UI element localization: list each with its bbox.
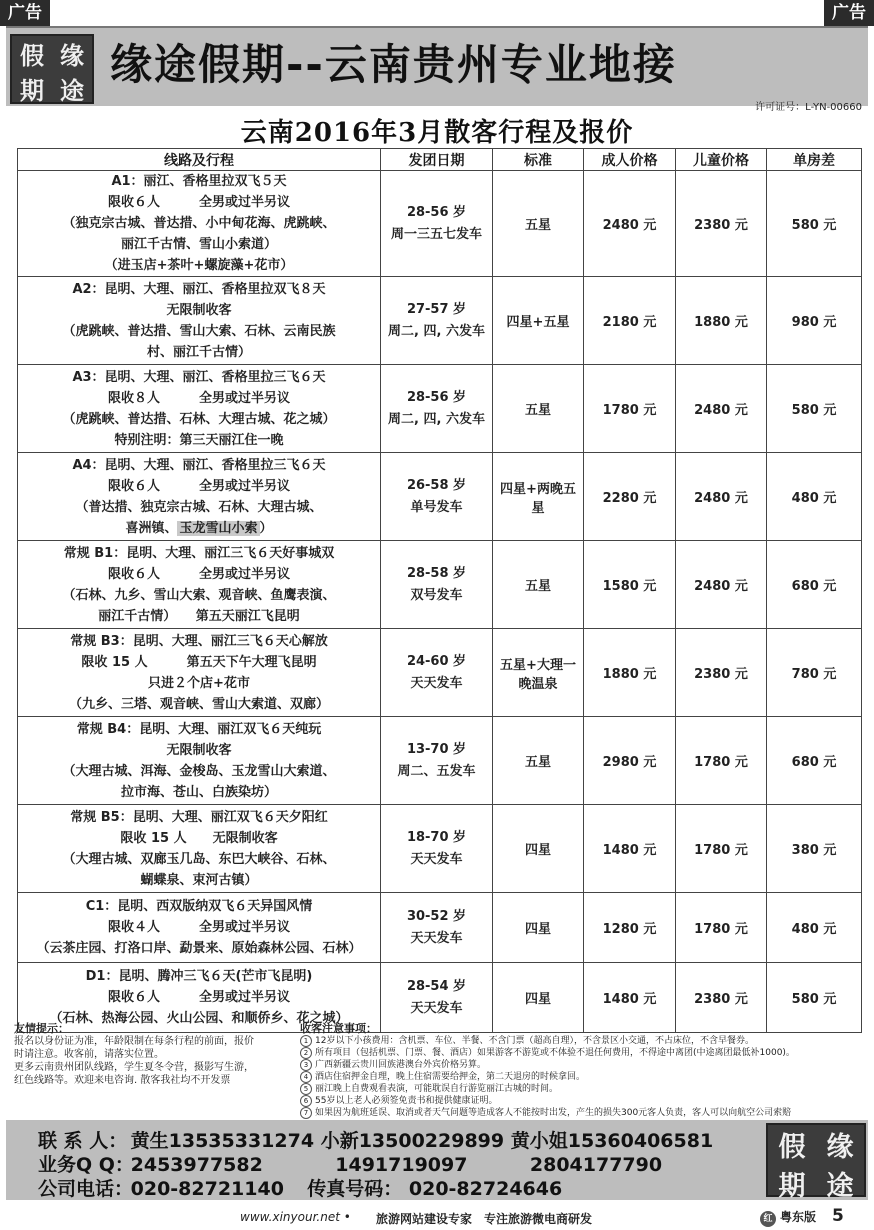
route-line: 拉市海、苍山、白族染坊） <box>120 784 277 800</box>
adult-price: 1280 元 <box>584 893 676 963</box>
friendly-tips <box>14 1022 300 1087</box>
standard-cell: 五星 <box>493 541 584 629</box>
contact-person: 小新13500229899 <box>320 1130 505 1152</box>
standard-cell: 五星 <box>493 171 584 277</box>
age-range: 28-56 岁 <box>406 389 467 405</box>
child-price: 2480 元 <box>676 541 767 629</box>
contact-label: 联 系 人： <box>38 1130 128 1152</box>
depart-cell <box>381 277 493 365</box>
table-row <box>18 277 862 365</box>
schedule: 单号发车 <box>410 499 463 515</box>
edition-label <box>760 1208 816 1227</box>
notice-item <box>300 1083 860 1095</box>
schedule: 周二、五发车 <box>397 763 476 779</box>
route-text: 喜洲镇、 <box>125 520 178 536</box>
license-number: 许可证号：L-YN-00660 <box>755 102 862 113</box>
table-header-row <box>18 149 862 171</box>
adult-price: 2180 元 <box>584 277 676 365</box>
adult-price: 1580 元 <box>584 541 676 629</box>
standard-cell: 四星 <box>493 805 584 893</box>
route-line: （普达措、独克宗古城、石林、大理古城、 <box>75 499 323 515</box>
notice-item <box>300 1095 860 1107</box>
age-range: 28-58 岁 <box>406 565 467 581</box>
adult-price: 1780 元 <box>584 365 676 453</box>
route-line <box>20 518 378 539</box>
single-supplement: 580 元 <box>767 171 862 277</box>
notice-item <box>300 1071 860 1083</box>
contact-banner <box>6 1120 868 1200</box>
single-supplement: 480 元 <box>767 893 862 963</box>
qq-number: 2453977582 <box>130 1154 263 1176</box>
child-price: 2380 元 <box>676 629 767 717</box>
route-line: 蝴蝶泉、束河古镇） <box>140 872 258 888</box>
child-price: 2480 元 <box>676 453 767 541</box>
table-row <box>18 893 862 963</box>
qq-number: 1491719097 <box>335 1154 468 1176</box>
item-number: 2 <box>300 1047 312 1059</box>
route-line: （虎跳峡、普达措、雪山大索、石林、云南民族 <box>62 323 336 339</box>
footer <box>0 1208 874 1230</box>
adult-price: 1880 元 <box>584 629 676 717</box>
standard-cell: 五星 <box>493 365 584 453</box>
standard-cell: 五星+大理一晚温泉 <box>493 629 584 717</box>
route-line: A3：昆明、大理、丽江、香格里拉三飞６天 <box>72 369 326 385</box>
table-row <box>18 805 862 893</box>
single-supplement: 580 元 <box>767 365 862 453</box>
schedule: 周二, 四, 六发车 <box>388 411 485 427</box>
child-price: 2380 元 <box>676 171 767 277</box>
tour-price-table <box>17 148 862 1033</box>
single-supplement: 480 元 <box>767 453 862 541</box>
route-line: 无限制收客 <box>166 302 232 318</box>
child-price: 2480 元 <box>676 365 767 453</box>
notice-item <box>300 1059 860 1071</box>
table-row <box>18 171 862 277</box>
route-line: 限收６人 全男或过半另议 <box>107 566 290 582</box>
route-line: 无限制收客 <box>166 742 232 758</box>
route-cell <box>18 541 381 629</box>
qq-number: 2804177790 <box>529 1154 663 1176</box>
standard-cell: 五星 <box>493 717 584 805</box>
route-line: 村、丽江千古情） <box>146 344 251 360</box>
child-price: 2380 元 <box>676 963 767 1033</box>
route-line: 限收 15 人 无限制收客 <box>120 830 278 846</box>
logo-char: 途 <box>826 1171 854 1202</box>
route-line: 丽江千古情、雪山小索道） <box>120 237 277 252</box>
route-line: 限收６人 全男或过半另议 <box>107 195 290 210</box>
ad-tag-left: 广告 <box>0 0 50 26</box>
depart-cell <box>381 453 493 541</box>
schedule: 周一三五七发车 <box>390 226 482 242</box>
notice-text: 55岁以上老人必须签免责书和提供健康证明。 <box>315 1096 498 1106</box>
tips-title: 友情提示： <box>14 1022 69 1035</box>
notice-item <box>300 1047 860 1059</box>
route-line: 限收４人 全男或过半另议 <box>107 920 290 935</box>
schedule: 天天发车 <box>410 851 463 867</box>
depart-cell <box>381 541 493 629</box>
contact-people <box>38 1126 713 1153</box>
logo-char: 缘 <box>60 41 84 70</box>
age-range: 26-58 岁 <box>406 477 467 493</box>
table-row <box>18 629 862 717</box>
child-price: 1880 元 <box>676 277 767 365</box>
logo-char: 假 <box>20 41 44 70</box>
phone-label: 公司电话： <box>38 1178 134 1200</box>
depart-cell <box>381 365 493 453</box>
notice-text: 酒店住宿押金自理，晚上住宿需要给押金，第二天退房的时候拿回。 <box>315 1072 586 1082</box>
page-title: 缘途假期--云南贵州专业地接 <box>110 40 677 89</box>
table-row <box>18 453 862 541</box>
depart-cell <box>381 629 493 717</box>
booking-notice <box>300 1022 860 1119</box>
notice-title: 收客注意事项： <box>300 1022 377 1035</box>
header-single: 单房差 <box>767 149 862 171</box>
route-line: 限收６人 全男或过半另议 <box>107 990 290 1005</box>
route-line: （虎跳峡、普达措、石林、大理古城、花之城） <box>62 411 336 427</box>
standard-cell: 四星+两晚五星 <box>493 453 584 541</box>
item-number: 3 <box>300 1059 312 1071</box>
table-row <box>18 365 862 453</box>
route-line: （石林、热海公园、火山公园、和顺侨乡、花之城） <box>49 1011 349 1026</box>
footer-slogan: 旅游网站建设专家 专注旅游微电商研发 <box>376 1212 593 1226</box>
route-line: D1：昆明、腾冲三飞６天(芒市飞昆明) <box>85 969 313 984</box>
route-line: 常规 B4：昆明、大理、丽江双飞６天纯玩 <box>76 721 322 737</box>
header-child: 儿童价格 <box>676 149 767 171</box>
adult-price: 2980 元 <box>584 717 676 805</box>
route-line: （九乡、三塔、观音峡、雪山大索道、双廊） <box>68 696 329 712</box>
adult-price: 1480 元 <box>584 805 676 893</box>
route-line: （进玉店+茶叶+螺旋藻+花市） <box>104 258 294 273</box>
logo-char: 期 <box>20 76 44 105</box>
route-cell <box>18 893 381 963</box>
route-cell <box>18 453 381 541</box>
route-cell <box>18 277 381 365</box>
edition-name: 粤东版 <box>780 1210 817 1224</box>
fax-number: 020-82724646 <box>408 1178 563 1200</box>
contact-person: 黄生13535331274 <box>130 1130 315 1152</box>
route-line: （云茶庄园、打洛口岸、勐景来、原始森林公园、石林） <box>36 941 362 956</box>
adult-price: 1480 元 <box>584 963 676 1033</box>
brand-logo <box>766 1123 866 1202</box>
single-supplement: 980 元 <box>767 277 862 365</box>
tips-line: 更多云南贵州团队线路，学生夏冬令营，摄影写生游， <box>14 1062 254 1073</box>
adult-price: 2480 元 <box>584 171 676 277</box>
route-line: 常规 B1：昆明、大理、丽江三飞６天好事城双 <box>63 545 335 561</box>
route-line: 特别注明：第三天丽江住一晚 <box>114 432 284 448</box>
route-cell <box>18 629 381 717</box>
phone-number: 020-82721140 <box>130 1178 284 1200</box>
route-cell <box>18 365 381 453</box>
itinerary-subtitle: 云南2016年3月散客行程及报价 <box>240 118 634 148</box>
fax-label: 传真号码： <box>307 1178 403 1200</box>
route-line: （石林、九乡、雪山大索、观音峡、鱼鹰表演、 <box>62 587 336 603</box>
schedule: 天天发车 <box>410 675 463 691</box>
route-cell <box>18 805 381 893</box>
notice-text: 所有项目（包括机票、门票、餐、酒店）如果游客不游览或不体验不退任何费用，不得途中离团(中途离团最低补1000)。 <box>315 1048 795 1058</box>
item-number: 4 <box>300 1071 312 1083</box>
route-line: A1：丽江、香格里拉双飞５天 <box>111 174 287 189</box>
item-number: 1 <box>300 1035 312 1047</box>
route-line: A2：昆明、大理、丽江、香格里拉双飞８天 <box>72 281 326 297</box>
age-range: 28-56 岁 <box>406 204 467 220</box>
logo-char: 缘 <box>826 1132 854 1163</box>
route-line: 常规 B5：昆明、大理、丽江双飞６天夕阳红 <box>70 809 328 825</box>
header-route: 线路及行程 <box>18 149 381 171</box>
route-cell <box>18 717 381 805</box>
item-number: 5 <box>300 1083 312 1095</box>
depart-cell <box>381 893 493 963</box>
child-price: 1780 元 <box>676 893 767 963</box>
notice-text: 12岁以下小孩费用：含机票、车位、半餐、不含门票（超高自理），不含景区小交通，不占床位，不含早餐券。 <box>315 1036 754 1046</box>
header-standard: 标准 <box>493 149 584 171</box>
schedule: 天天发车 <box>410 1000 463 1016</box>
route-line: 限收６人 全男或过半另议 <box>107 478 290 494</box>
age-range: 28-54 岁 <box>406 978 467 994</box>
header-adult: 成人价格 <box>584 149 676 171</box>
tips-line: 红色线路等。欢迎来电咨询. 散客我社均不开发票 <box>14 1075 231 1086</box>
logo-char: 期 <box>778 1171 806 1202</box>
route-line: （独克宗古城、普达措、小中甸花海、虎跳峡、 <box>62 216 336 231</box>
notes-section <box>14 1022 860 1120</box>
highlighted-spot: 玉龙雪山小索 <box>179 520 258 536</box>
logo-char: 假 <box>778 1132 806 1163</box>
single-supplement: 680 元 <box>767 717 862 805</box>
logo-char: 途 <box>60 76 84 105</box>
single-supplement: 680 元 <box>767 541 862 629</box>
route-line: （大理古城、双廊玉几岛、东巴大峡谷、石林、 <box>62 851 336 867</box>
route-line: 限收 15 人 第五天下午大理飞昆明 <box>81 654 317 670</box>
route-cell <box>18 171 381 277</box>
brand-logo <box>10 34 94 104</box>
child-price: 1780 元 <box>676 805 767 893</box>
single-supplement: 380 元 <box>767 805 862 893</box>
table-row <box>18 541 862 629</box>
notice-text: 广西新疆云贵川回族港澳台外宾价格另算。 <box>315 1060 487 1070</box>
route-line: （大理古城、洱海、金梭岛、玉龙雪山大索道、 <box>62 763 336 779</box>
single-supplement: 580 元 <box>767 963 862 1033</box>
route-line: C1：昆明、西双版纳双飞６天异国风情 <box>85 899 313 914</box>
contact-person: 黄小姐15360406581 <box>510 1130 714 1152</box>
schedule: 周二, 四, 六发车 <box>388 323 485 339</box>
notice-item <box>300 1107 860 1119</box>
tips-line: 时请注意。收客前，请落实位置。 <box>14 1049 164 1060</box>
standard-cell: 四星+五星 <box>493 277 584 365</box>
business-qq <box>38 1150 662 1177</box>
adult-price: 2280 元 <box>584 453 676 541</box>
child-price: 1780 元 <box>676 717 767 805</box>
page-number: 5 <box>832 1206 844 1226</box>
header-banner <box>6 26 868 113</box>
single-supplement: 780 元 <box>767 629 862 717</box>
edition-badge-icon: 红 <box>760 1211 776 1227</box>
notice-text: 丽江晚上自费观看表演，可能耽误自行游览丽江古城的时间。 <box>315 1084 559 1094</box>
age-range: 24-60 岁 <box>406 653 467 669</box>
route-line: 只进２个店+花市 <box>148 675 250 691</box>
header-depart: 发团日期 <box>381 149 493 171</box>
age-range: 30-52 岁 <box>406 908 467 924</box>
route-line: 常规 B3：昆明、大理、丽江三飞６天心解放 <box>70 633 328 649</box>
schedule: 双号发车 <box>410 587 463 603</box>
item-number: 7 <box>300 1107 312 1119</box>
route-line: 限收８人 全男或过半另议 <box>107 390 290 406</box>
depart-cell <box>381 717 493 805</box>
company-phone <box>38 1174 562 1201</box>
schedule: 天天发车 <box>410 930 463 946</box>
ad-tag-right: 广告 <box>824 0 874 26</box>
route-line: A4：昆明、大理、丽江、香格里拉三飞６天 <box>72 457 326 473</box>
item-number: 6 <box>300 1095 312 1107</box>
website-url[interactable]: www.xinyour.net • <box>240 1210 351 1224</box>
standard-cell: 四星 <box>493 893 584 963</box>
age-range: 18-70 岁 <box>406 829 467 845</box>
qq-label: 业务Q Q： <box>38 1154 134 1176</box>
notice-text: 如果因为航班延误、取消或者天气问题等造成客人不能按时出发，产生的损失300元客人负责，客人可以向航空公司索赔 <box>315 1108 792 1118</box>
route-text: ） <box>259 520 273 536</box>
notice-item <box>300 1035 860 1047</box>
tips-line: 报名以身份证为准，年龄限制在每条行程的前面，报价 <box>14 1036 254 1047</box>
route-line: 丽江千古情） 第五天丽江飞昆明 <box>98 608 300 624</box>
table-row <box>18 717 862 805</box>
age-range: 27-57 岁 <box>406 301 467 317</box>
depart-cell <box>381 805 493 893</box>
depart-cell <box>381 171 493 277</box>
age-range: 13-70 岁 <box>406 741 467 757</box>
standard-cell: 四星 <box>493 963 584 1033</box>
